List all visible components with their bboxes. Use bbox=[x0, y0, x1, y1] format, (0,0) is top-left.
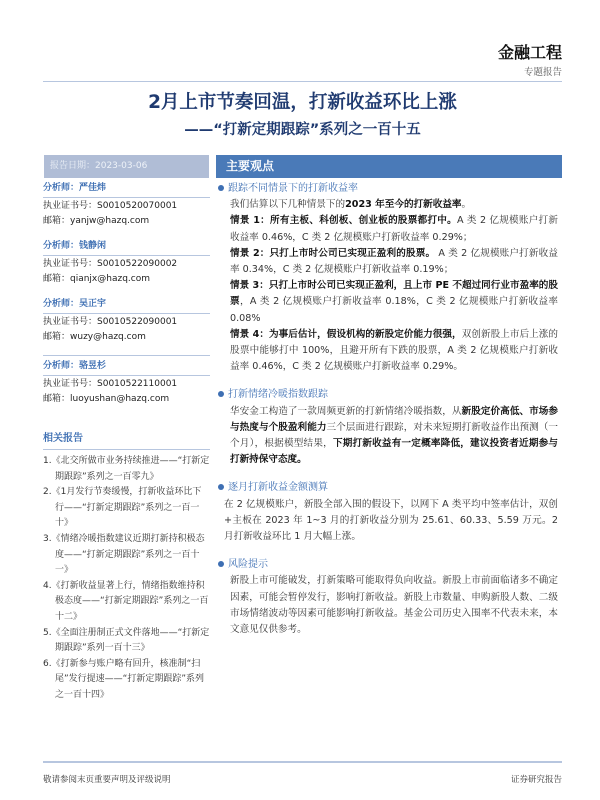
bold-text: 情景 2：只打上市时公司已实现正盈利的股票。 bbox=[230, 247, 436, 259]
paragraph bbox=[218, 197, 558, 213]
section-heading bbox=[218, 181, 558, 197]
section-heading-text: 打新情绪冷暖指数跟踪 bbox=[228, 389, 328, 401]
related-report-item[interactable]: 6.《打新参与账户略有回升，核准制“扫尾”发行提速——“打新定期跟踪”系列之一百十四》 bbox=[43, 658, 204, 700]
related-report-item[interactable]: 5.《全面注册制正式文件落地——“打新定期跟踪”系列一百十三》 bbox=[43, 627, 210, 654]
related-report-item[interactable]: 2.《1月发行节奏缓慢，打新收益环比下行——“打新定期跟踪”系列之一百一十》 bbox=[43, 487, 202, 529]
sidebar bbox=[43, 181, 210, 704]
text: 我们估算以下几种情景下的 bbox=[230, 199, 346, 211]
analyst-email[interactable]: 邮箱：luoyushan@hazq.com bbox=[43, 394, 170, 404]
related-report-item[interactable]: 4.《打新收益显著上行，情绪指数维持积极态度——“打新定期跟踪”系列之一百十二》 bbox=[43, 580, 209, 622]
related-reports-title: 相关报告 bbox=[43, 431, 210, 450]
scenario-3 bbox=[218, 278, 558, 327]
section-heading-text: 逐月打新收益金额测算 bbox=[228, 482, 328, 494]
analyst-cert: 执业证书号：S0010522110001 bbox=[43, 379, 178, 389]
analyst-name: 分析师：吴正宇 bbox=[43, 297, 210, 314]
analyst-cert: 执业证书号：S0010522090002 bbox=[43, 259, 178, 269]
report-date: 报告日期：2023-03-06 bbox=[44, 155, 209, 178]
analyst bbox=[43, 355, 210, 407]
section-risk bbox=[218, 557, 558, 638]
text: A 类 2 亿规模账户打新收益率 0.34%，C 类 2 亿规模账户打新收益率 0.19%； bbox=[230, 247, 559, 276]
bold-text: 2023 年至今的打新收益率 bbox=[345, 199, 462, 211]
related-report-item[interactable]: 3.《情绪冷暖指数建议近期打新持积极态度——“打新定期跟踪”系列之一百十一》 bbox=[43, 533, 205, 576]
section-heading bbox=[218, 387, 558, 403]
analyst-name: 分析师：骆昱杉 bbox=[43, 359, 210, 376]
section-heading-text: 跟踪不同情景下的打新收益率 bbox=[228, 183, 358, 194]
bullet-icon bbox=[218, 561, 224, 567]
footer-disclaimer: 敬请参阅末页重要声明及评级说明 bbox=[43, 775, 171, 785]
bold-text: 新股定价高低、市场参与热度与个股盈利能力 bbox=[230, 405, 559, 433]
footer-label: 证券研究报告 bbox=[510, 775, 562, 785]
analyst-cert: 执业证书号：S0010522090001 bbox=[43, 317, 178, 327]
paragraph: 新股上市可能破发，打新策略可能取得负向收益。新股上市前面临诸多不确定因素，可能会暂停发行，影响打新收益。新股上市数量、申购新股人数、二级市场情绪波动等因素可能影响打新收益。基金公司历史入围率不代表未来，本文意见仅供参考。 bbox=[230, 575, 558, 636]
analyst-name: 分析师：钱静闲 bbox=[43, 239, 210, 256]
footer-rule bbox=[43, 761, 562, 763]
scenario-4 bbox=[218, 327, 558, 376]
scenario-2 bbox=[218, 246, 558, 278]
related-report-item[interactable]: 1.《北交所做市业务持续推进——“打新定期跟踪”系列之一百零九》 bbox=[43, 456, 210, 482]
page-title: 2月上市节奏回温，打新收益环比上涨 bbox=[148, 92, 457, 113]
text: 双创新股上市后上涨的股票中能够打中 100%，且避开所有下跌的股票，A 类 2 亿规模账户打新收益率 0.46%，C 类 2 亿规模账户打新收益率 0.29%。 bbox=[230, 328, 559, 373]
bullet-icon bbox=[218, 391, 224, 397]
analyst-email[interactable]: 邮箱：wuzy@hazq.com bbox=[43, 332, 146, 342]
analyst bbox=[43, 239, 210, 287]
analyst-email[interactable]: 邮箱：qianjx@hazq.com bbox=[43, 274, 150, 284]
text: 。 bbox=[461, 199, 472, 211]
text: 三个层面进行跟踪，对未来短期打新收益作出预测（一个月），根据模型结果， bbox=[230, 421, 559, 450]
analyst-cert: 执业证书号：S0010520070001 bbox=[43, 201, 178, 211]
section-heading bbox=[218, 480, 558, 496]
section-heading bbox=[218, 557, 558, 573]
section-heading-text: 风险提示 bbox=[228, 559, 268, 571]
bold-text: 情景 1：所有主板、科创板、创业板的股票都打中。 bbox=[230, 215, 457, 227]
main-heading: 主要观点 bbox=[216, 155, 562, 178]
section-sentiment-index bbox=[218, 387, 558, 468]
analyst-email[interactable]: 邮箱：yanjw@hazq.com bbox=[43, 216, 150, 226]
section-monthly-income bbox=[218, 480, 558, 545]
section-scenarios bbox=[218, 181, 558, 375]
main-content bbox=[218, 181, 558, 650]
paragraph bbox=[218, 404, 558, 469]
paragraph: 在 2 亿规模账户，新股全部入围的假设下，以网下 A 类平均中签率估计，双创+主板在 2023 年 1~3 月的打新收益分别为 25.61、60.33、5.59 万元。2 月打新收益环比 1 月大幅上涨。 bbox=[224, 498, 558, 543]
text: ，A 类 2 亿规模账户打新收益率 0.18%，C 类 2 亿规模账户打新收益率 0.08% bbox=[230, 296, 559, 324]
bold-text: 情景 4：为事后估计，假设机构的新股定价能力很强， bbox=[230, 328, 462, 340]
header-rule bbox=[43, 81, 562, 82]
analyst bbox=[43, 181, 210, 229]
analyst bbox=[43, 297, 210, 345]
text: 华安金工构造了一款周频更新的打新情绪冷暖指数，从 bbox=[230, 405, 462, 417]
bold-text: 下期打新收益有一定概率降低，建议投资者近期参与打新持保守态度。 bbox=[230, 438, 558, 466]
page-subtitle: ——“打新定期跟踪”系列之一百十五 bbox=[184, 122, 421, 138]
brand-label: 金融工程 bbox=[497, 43, 562, 62]
scenario-1 bbox=[218, 213, 558, 245]
bullet-icon bbox=[218, 185, 224, 191]
text: A 类 2 亿规模账户打新收益率 0.46%，C 类 2 亿规模账户打新收益率 0.29%； bbox=[230, 215, 558, 243]
bullet-icon bbox=[218, 484, 224, 490]
report-type: 专题报告 bbox=[523, 67, 562, 78]
bold-text: 情景 3：只打上市时公司已实现正盈利，且上市 PE 不超过同行业市盈率的股票 bbox=[230, 280, 558, 308]
analyst-name: 分析师：严佳炜 bbox=[43, 181, 210, 198]
